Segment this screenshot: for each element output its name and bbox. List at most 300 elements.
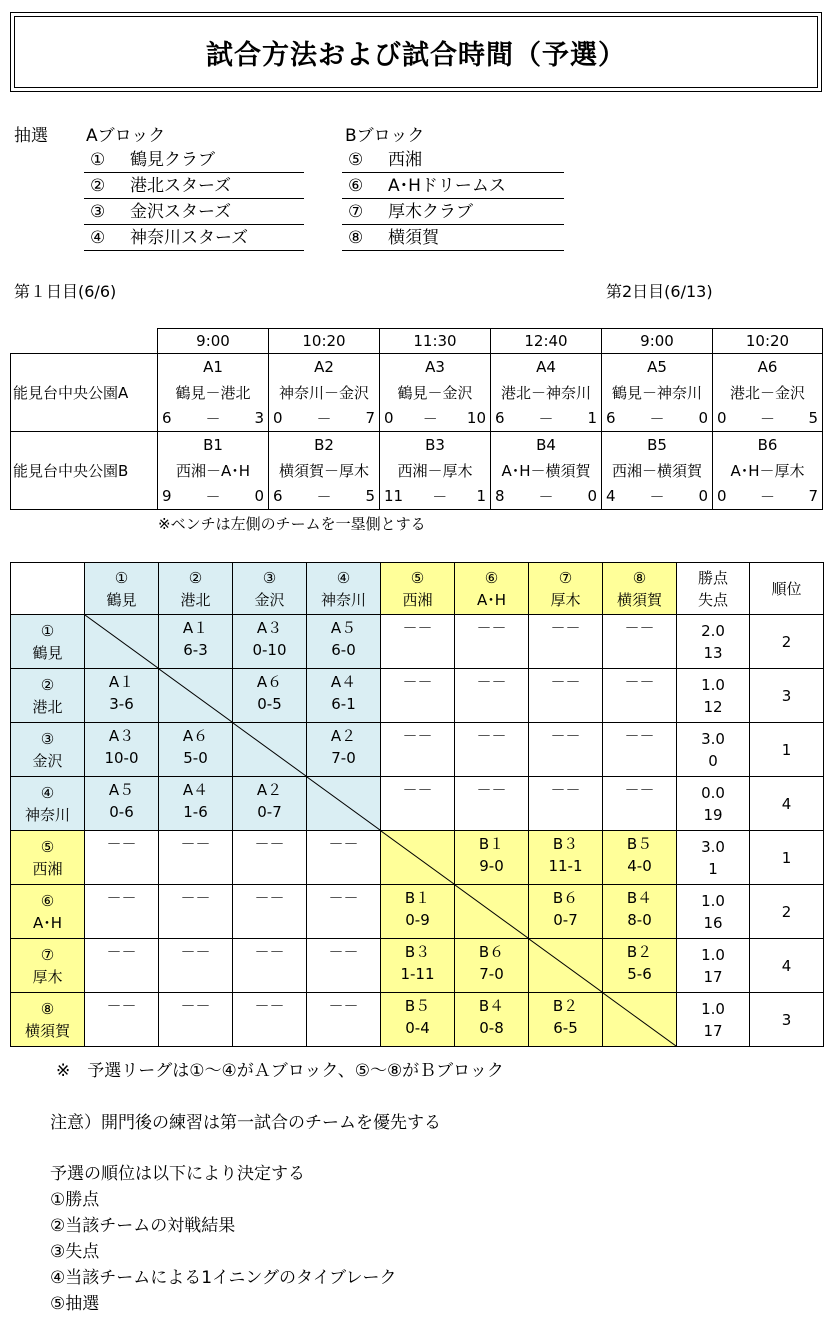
points-cell — [677, 993, 750, 1047]
column-team-header — [159, 563, 233, 615]
game-id: －－ — [328, 889, 359, 907]
result-content — [603, 723, 676, 776]
result-content — [85, 669, 158, 722]
result-content — [307, 885, 380, 938]
column-team-label — [233, 563, 306, 614]
result-content — [307, 993, 380, 1046]
b-team-5 — [342, 148, 564, 173]
team-number: ③ — [262, 568, 277, 587]
result-cell — [233, 615, 307, 669]
rank-cell: 2 — [750, 615, 824, 669]
league-note: ※ 予選リーグは①～④がＡブロック、⑤～⑧がＢブロック — [56, 1061, 504, 1081]
result-cell — [381, 885, 455, 939]
score-dash: － — [316, 487, 332, 506]
team-name: A･H — [32, 913, 63, 932]
score-left: 8 — [495, 487, 505, 506]
diagonal-line — [529, 939, 602, 992]
a-team-4 — [84, 226, 304, 251]
result-content — [159, 939, 232, 992]
game-score: 6-3 — [183, 641, 208, 659]
score-left: 0 — [717, 409, 727, 428]
points-cell — [677, 939, 750, 993]
game-match: 西湘－厚木 — [397, 462, 473, 480]
score-right: 7 — [808, 487, 818, 506]
game-id: －－ — [106, 943, 137, 961]
diagonal-line — [159, 669, 232, 722]
game-id: A１ — [182, 619, 209, 637]
game-id: A３ — [256, 619, 283, 637]
row-team-header — [11, 615, 85, 669]
result-cell — [85, 777, 159, 831]
venue-name: 能見台中央公園B — [11, 432, 158, 510]
result-cell — [85, 831, 159, 885]
score-dash: － — [759, 487, 775, 506]
score-left: 0 — [717, 487, 727, 506]
team-name: 西湘 — [32, 859, 63, 878]
score-right: 3 — [254, 409, 264, 428]
time-slot: 9:00 — [158, 329, 269, 354]
time-slot: 9:00 — [602, 329, 713, 354]
result-cell — [159, 615, 233, 669]
result-content — [603, 885, 676, 938]
result-cell — [159, 939, 233, 993]
a-team-1 — [84, 148, 304, 173]
points-cell — [677, 723, 750, 777]
team-name: A･Hドリームス — [388, 176, 506, 196]
game-score: 1-6 — [183, 803, 208, 821]
score-dash: － — [649, 487, 665, 506]
result-content — [307, 669, 380, 722]
team-number: ⑥ — [348, 176, 364, 196]
game-cell — [158, 432, 269, 510]
result-content — [529, 669, 602, 722]
game-score: 8-0 — [627, 911, 652, 929]
game-match: 港北－神奈川 — [500, 384, 591, 402]
game-id: B１ — [478, 835, 505, 853]
diagonal-cell — [307, 777, 381, 831]
game-id: B４ — [626, 889, 653, 907]
result-cell — [159, 723, 233, 777]
result-cell — [233, 831, 307, 885]
points-content — [677, 778, 749, 829]
team-name: 鶴見クラブ — [130, 150, 215, 170]
diagonal-line — [233, 723, 306, 776]
result-cell — [85, 993, 159, 1047]
game-cell — [602, 432, 713, 510]
team-number: ③ — [90, 202, 106, 222]
team-number: ⑧ — [40, 999, 55, 1018]
game-id: B2 — [314, 435, 334, 454]
diagonal-cell — [233, 723, 307, 777]
against-value: 1 — [708, 859, 718, 878]
game-score: 0-7 — [257, 803, 282, 821]
score-right: 0 — [698, 487, 708, 506]
team-name: 神奈川 — [24, 805, 70, 824]
game-id: －－ — [550, 673, 581, 691]
game-cell — [269, 432, 380, 510]
game-id: －－ — [550, 619, 581, 637]
result-content — [85, 939, 158, 992]
game-score: 0-10 — [252, 641, 287, 659]
league-row — [11, 615, 824, 669]
against-value: 0 — [708, 751, 718, 770]
team-name: 横須賀 — [24, 1021, 70, 1040]
game-id: －－ — [254, 997, 285, 1015]
score-dash: － — [649, 409, 665, 428]
result-content — [455, 777, 528, 830]
page-title: 試合方法および試合時間（予選） — [14, 16, 818, 88]
result-content — [381, 939, 454, 992]
league-corner — [11, 563, 85, 615]
team-number: ⑦ — [40, 945, 55, 964]
team-number: ① — [90, 150, 106, 170]
result-content — [529, 615, 602, 668]
rank-cell: 2 — [750, 885, 824, 939]
game-cell — [491, 354, 602, 432]
result-content — [159, 777, 232, 830]
result-cell — [159, 885, 233, 939]
schedule-table — [10, 328, 823, 510]
league-row — [11, 669, 824, 723]
result-content — [307, 615, 380, 668]
result-cell — [85, 885, 159, 939]
game-id: －－ — [180, 889, 211, 907]
bench-note: ※ベンチは左側のチームを一塁側とする — [158, 515, 426, 533]
game-id: A５ — [330, 619, 357, 637]
game-id: A２ — [330, 727, 357, 745]
game-cell — [269, 354, 380, 432]
result-content — [603, 939, 676, 992]
result-cell — [381, 777, 455, 831]
game-id: B６ — [552, 889, 579, 907]
team-number: ② — [40, 675, 55, 694]
game-cell — [602, 354, 713, 432]
result-content — [159, 723, 232, 776]
row-team-label — [11, 670, 84, 721]
team-name: 鶴見 — [32, 643, 63, 662]
game-id: B６ — [478, 943, 505, 961]
column-team-header — [233, 563, 307, 615]
result-cell — [307, 831, 381, 885]
game-cell — [380, 432, 491, 510]
game-id: －－ — [550, 727, 581, 745]
against-value: 17 — [703, 1021, 723, 1040]
result-cell — [307, 723, 381, 777]
result-content — [307, 723, 380, 776]
rank-cell: 4 — [750, 939, 824, 993]
row-team-header — [11, 723, 85, 777]
result-cell — [529, 993, 603, 1047]
game-id: －－ — [254, 889, 285, 907]
time-slot: 12:40 — [491, 329, 602, 354]
team-number: ④ — [336, 568, 351, 587]
game-id: －－ — [402, 673, 433, 691]
result-cell — [529, 777, 603, 831]
game-match: 横須賀－厚木 — [278, 462, 369, 480]
rank-cell: 3 — [750, 993, 824, 1047]
result-cell — [603, 669, 677, 723]
result-cell — [603, 885, 677, 939]
result-cell — [603, 939, 677, 993]
title-box — [10, 12, 822, 92]
row-team-header — [11, 777, 85, 831]
game-score: 6-5 — [553, 1019, 578, 1037]
result-cell — [381, 615, 455, 669]
score-right: 1 — [587, 409, 597, 428]
game-score: 6-0 — [331, 641, 356, 659]
ranking-rule: ②当該チームの対戦結果 — [50, 1216, 236, 1236]
score-right: 10 — [466, 409, 486, 428]
league-row — [11, 723, 824, 777]
game-match: A･H－横須賀 — [501, 462, 591, 480]
game-id: B５ — [626, 835, 653, 853]
practice-note: 注意）開門後の練習は第一試合のチームを優先する — [50, 1113, 441, 1133]
game-id: －－ — [624, 673, 655, 691]
result-content — [159, 885, 232, 938]
points-value: 3.0 — [701, 729, 725, 748]
team-name: 金沢 — [32, 751, 63, 770]
team-number: ⑦ — [348, 202, 364, 222]
points-header-label — [677, 563, 749, 614]
team-name: 港北 — [180, 590, 211, 609]
against-header-text: 失点 — [697, 590, 728, 609]
result-content — [233, 885, 306, 938]
points-content — [677, 832, 749, 883]
result-content — [381, 993, 454, 1046]
row-team-header — [11, 669, 85, 723]
b-team-7 — [342, 200, 564, 225]
team-number: ② — [90, 176, 106, 196]
result-content — [233, 669, 306, 722]
points-value: 2.0 — [701, 621, 725, 640]
diagonal-line — [455, 885, 528, 938]
score-left: 11 — [384, 487, 404, 506]
b-team-6 — [342, 174, 564, 199]
team-name: 横須賀 — [616, 590, 662, 609]
team-number: ④ — [40, 783, 55, 802]
column-team-label — [603, 563, 676, 614]
league-row — [11, 939, 824, 993]
game-match: 西湘－横須賀 — [611, 462, 702, 480]
column-team-header — [603, 563, 677, 615]
game-id: A4 — [536, 357, 556, 376]
diagonal-cell — [603, 993, 677, 1047]
team-number: ⑥ — [484, 568, 499, 587]
rank-cell: 1 — [750, 831, 824, 885]
result-cell — [233, 777, 307, 831]
result-content — [603, 777, 676, 830]
team-name: 厚木 — [550, 590, 581, 609]
result-content — [233, 831, 306, 884]
result-content — [381, 723, 454, 776]
game-match: 西湘－A･H — [175, 462, 251, 480]
result-content — [307, 939, 380, 992]
result-cell — [159, 831, 233, 885]
time-slot: 10:20 — [269, 329, 380, 354]
ranking-rule: ①勝点 — [50, 1190, 100, 1210]
result-cell — [233, 939, 307, 993]
team-number: ③ — [40, 729, 55, 748]
game-id: B２ — [552, 997, 579, 1015]
result-content — [233, 939, 306, 992]
game-id: －－ — [328, 835, 359, 853]
draw-label: 抽選 — [14, 126, 48, 146]
result-content — [85, 723, 158, 776]
game-id: A６ — [182, 727, 209, 745]
row-team-label — [11, 616, 84, 667]
row-team-label — [11, 994, 84, 1045]
team-name: 厚木 — [32, 967, 63, 986]
game-id: B５ — [404, 997, 431, 1015]
result-content — [529, 993, 602, 1046]
result-content — [455, 993, 528, 1046]
game-match: 鶴見－港北 — [175, 384, 251, 402]
result-content — [603, 831, 676, 884]
result-cell — [381, 723, 455, 777]
game-id: B３ — [552, 835, 579, 853]
result-cell — [307, 939, 381, 993]
result-cell — [307, 669, 381, 723]
b-team-8 — [342, 226, 564, 251]
game-id: A3 — [425, 357, 445, 376]
game-id: －－ — [476, 619, 507, 637]
result-cell — [529, 831, 603, 885]
ranking-rule: ③失点 — [50, 1242, 100, 1262]
game-score: 7-0 — [479, 965, 504, 983]
column-team-label — [529, 563, 602, 614]
game-id: －－ — [328, 997, 359, 1015]
against-value: 19 — [703, 805, 723, 824]
game-id: A5 — [647, 357, 667, 376]
league-row — [11, 777, 824, 831]
team-name: 西湘 — [402, 590, 433, 609]
points-cell — [677, 885, 750, 939]
score-left: 6 — [606, 409, 616, 428]
game-id: －－ — [254, 835, 285, 853]
score-dash: － — [538, 487, 554, 506]
game-id: －－ — [254, 943, 285, 961]
game-id: B6 — [757, 435, 778, 454]
league-table — [10, 562, 824, 1047]
result-cell — [85, 723, 159, 777]
game-cell — [158, 354, 269, 432]
column-team-header — [455, 563, 529, 615]
day1-label: 第１日目(6/6) — [14, 282, 117, 301]
result-cell — [603, 723, 677, 777]
game-id: －－ — [106, 997, 137, 1015]
game-score: 5-6 — [627, 965, 652, 983]
result-cell — [455, 669, 529, 723]
team-number: ⑥ — [40, 891, 55, 910]
score-dash: － — [316, 409, 332, 428]
points-content — [677, 886, 749, 937]
game-id: －－ — [180, 943, 211, 961]
against-value: 12 — [703, 697, 723, 716]
game-id: －－ — [402, 727, 433, 745]
team-name: 神奈川スターズ — [130, 228, 249, 248]
game-id: A6 — [757, 357, 778, 376]
points-cell — [677, 615, 750, 669]
result-content — [603, 669, 676, 722]
result-cell — [233, 885, 307, 939]
result-content — [455, 669, 528, 722]
game-id: B２ — [626, 943, 653, 961]
game-id: －－ — [476, 673, 507, 691]
points-content — [677, 940, 749, 991]
a-block-label: Aブロック — [86, 126, 166, 146]
league-row — [11, 993, 824, 1047]
game-id: B４ — [478, 997, 505, 1015]
game-cell — [491, 432, 602, 510]
team-name: 金沢 — [254, 590, 285, 609]
game-id: B4 — [536, 435, 556, 454]
column-team-label — [159, 563, 232, 614]
game-score: 0-4 — [405, 1019, 430, 1037]
team-number: ② — [188, 568, 203, 587]
result-content — [159, 831, 232, 884]
game-match: A･H－厚木 — [730, 462, 805, 480]
score-left: 0 — [384, 409, 394, 428]
column-team-header — [529, 563, 603, 615]
game-score: 11-1 — [548, 857, 583, 875]
game-match: 鶴見－神奈川 — [611, 384, 702, 402]
result-cell — [233, 669, 307, 723]
score-left: 6 — [162, 409, 172, 428]
day2-label: 第2日目(6/13) — [606, 282, 713, 301]
result-cell — [455, 993, 529, 1047]
result-content — [85, 993, 158, 1046]
game-id: A２ — [256, 781, 283, 799]
rank-cell: 1 — [750, 723, 824, 777]
venue-name: 能見台中央公園A — [11, 354, 158, 432]
game-id: B１ — [404, 889, 431, 907]
result-content — [455, 615, 528, 668]
column-team-header — [85, 563, 159, 615]
column-team-label — [85, 563, 158, 614]
result-content — [455, 939, 528, 992]
result-cell — [307, 885, 381, 939]
schedule-corner — [11, 329, 158, 354]
team-number: ① — [114, 568, 129, 587]
score-right: 0 — [587, 487, 597, 506]
game-id: －－ — [328, 943, 359, 961]
row-team-label — [11, 886, 84, 937]
row-team-label — [11, 832, 84, 883]
game-id: A６ — [256, 673, 283, 691]
score-right: 0 — [254, 487, 264, 506]
team-number: ⑤ — [410, 568, 425, 587]
team-number: ⑦ — [558, 568, 573, 587]
result-cell — [455, 831, 529, 885]
row-team-header — [11, 993, 85, 1047]
result-cell — [233, 993, 307, 1047]
game-id: －－ — [402, 619, 433, 637]
result-content — [529, 723, 602, 776]
score-right: 1 — [476, 487, 486, 506]
against-value: 16 — [703, 913, 723, 932]
game-score: 9-0 — [479, 857, 504, 875]
game-id: A５ — [108, 781, 135, 799]
result-cell — [85, 939, 159, 993]
result-content — [233, 993, 306, 1046]
game-id: －－ — [624, 781, 655, 799]
row-team-label — [11, 778, 84, 829]
result-content — [159, 993, 232, 1046]
team-name: 厚木クラブ — [388, 202, 473, 222]
score-left: 0 — [273, 409, 283, 428]
game-id: －－ — [106, 835, 137, 853]
game-id: A2 — [314, 357, 334, 376]
